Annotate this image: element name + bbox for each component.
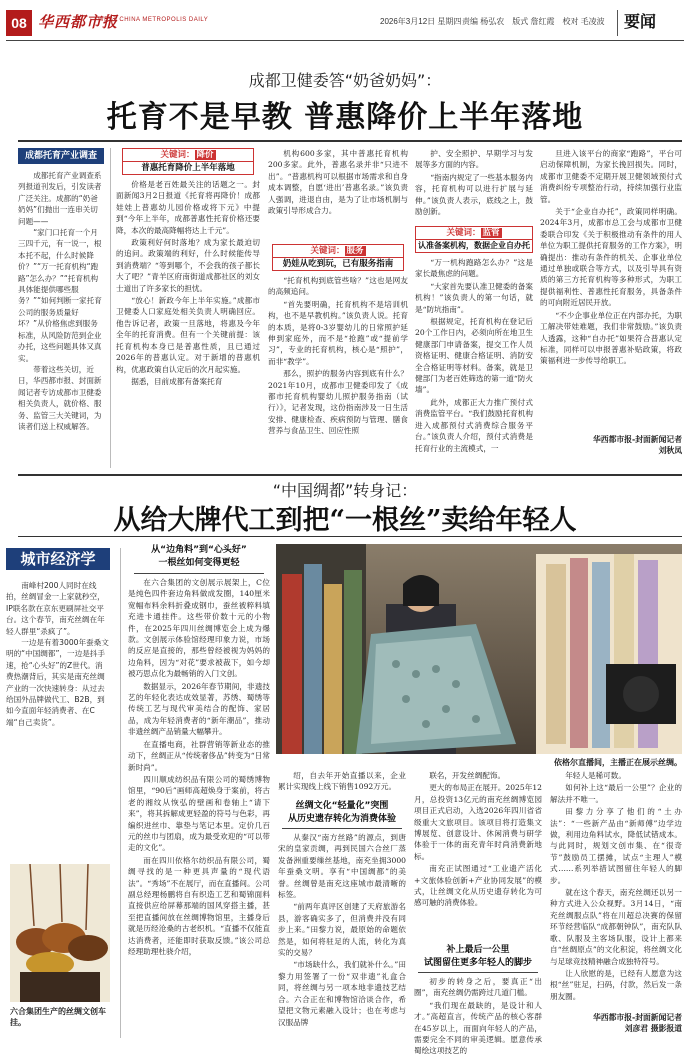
livestream-photo-caption: 依格尔直播间，主播正在展示丝绸。 <box>554 758 682 767</box>
page-number: 08 <box>6 10 32 36</box>
sidebar-investigation-title: 成都托育产业调查 <box>18 148 104 164</box>
sidebar-city-economics: 城市经济学 南峰村200人同时在线拍，丝绸冒金一上家就秒空，IP联名款在京东更刷屏社交平台。这个春节，南充丝绸在年轻人群里“杀疯了”。 一边是有着3000年蚕桑文明的“中国绸都”，一边是抖手速，抢“心头好”的Z世代。消费热潮背后，其实是南充丝绸产业的一次快速转身：从过去给国外品牌做代工、B2B，到如今直面年轻消费者、在C端“自己卖货”。 <box>6 548 110 988</box>
section-separator <box>18 474 682 476</box>
article1-byline: 华西都市报-封面新闻记者 刘秋凤 <box>592 435 682 455</box>
subheading-offcuts: 从“边角料”到“心头好” 一根丝如何变得更轻 <box>151 545 247 568</box>
article1-kicker: 成都卫健委答“奶爸奶妈”： <box>248 71 442 90</box>
article1-column-2: 机构600多家，其中普惠托育机构200多家。此外，普惠名录并非“只进不出”。“普惠机构可以根据市场需求和自身成本调整，自愿‘进出’普惠名录。”该负责人强调，进退自由，是为了让市场机制与政策引导形成合力。 关键词： 服务 奶娃从吃到玩，已有服务指南 “托育机构到底管些啥？”这也是网友的高频追问。 “首先要明确，托育机构不是培训机构，也不是早教机构。”该负责人说。托育的本质，是将0-3岁婴幼儿的日常照护延伸到家庭外，而不是“抢跑”或“提前学习”，专业的托育机构，核心是“照护”，而非“教学”。 那么，照护的服务内容到底有什么？2021年10月，成都市卫健委印发了《成都市托育机构婴幼儿照护服务指南（试行）》，记者发现，这份指南涉及一日生活安排、健康检查、疾病预防与管理、膳食营养与食品卫生、回应性照 <box>268 149 408 436</box>
ornament-photo-caption: 六合集团生产的丝绸文创车挂。 <box>10 1007 106 1027</box>
sidebar2-divider <box>120 548 121 1038</box>
article2-top-rule <box>18 536 682 537</box>
staff-credits: 责编 杨弘农 版式 詹红霞 校对 毛凌波 <box>462 17 605 26</box>
livestream-photo <box>276 544 682 754</box>
subheading-last-mile: 补上最后一公里 试图留住更多年轻人的脚步 <box>423 945 532 968</box>
article2-column-4: 年轻人是稀可数。 如何补上这“最后一公里”？企业的解法并不唯一。 田黎力分享了他们的“土办法”：“一些新产品由“新师傅”边学边做，利用边角料试水，降低试错成本。与此同时，规划文创市集、在“很奇节”鼓励员工摆摊，试点“主理人”模式……系列举措试图留住年轻人的脚步。 就在这个春天，南充丝绸还以另一种方式进入公众视野。3月14日，“南充丝绸服点队”将在川超总决赛的保留环节经营临队“成都朝钟队”，南充队队歌、队服及主客场队服，设计上都来自“丝绸原点”的文化积淀，将丝绸文化与足球竞技精神融合成独特符号。 让人欣慰的是，已经有人愿意为这根“丝”驻足，扫码，付款，然后发一条朋友圈。 华西都市报-封面新闻记者 刘彦君 摄影报道 <box>550 771 682 1033</box>
keyword-service-box: 关键词： 服务 奶娃从吃到玩，已有服务指南 <box>272 244 404 271</box>
subheading-lightweight: 丝绸文化“轻量化”突围 从历史遗存转化为消费体验 <box>287 801 396 824</box>
sidebar-divider <box>110 148 111 468</box>
sidebar-investigation <box>18 148 104 468</box>
masthead <box>0 0 690 44</box>
sidebar-investigation-text: 成都托育产业调查系列报道刊发后，引发读者广泛关注。成都的“奶爸奶妈”们抛出一连串关切问题—— “家门口托育一个月三四千元，有一说一，根本托不起，什么时候降价？”“万一托育机构“跑路”怎么办？”“托育机构具体能提供哪些服务？”“如何判断一家托育公司的服务质量好坏？”从价格焦虑到服务标准，从风险防范到企业办托，这些问题具体又真实。 带着这些关切，近日，华西都市报、封面新闻记者专访成都市卫健委相关负责人，就价格、服务、监管三大关键词，为读者们送上权威解答。 <box>18 171 102 431</box>
article2-headline: 从给大牌代工到把“一根丝”卖给年轻人 <box>113 505 577 536</box>
article1-column-3: 护、安全照护、早期学习与发展等多方面的内容。 “指南内规定了一些基本服务内容，托育机构可以进行扩展与延伸。”该负责人表示，底线之上，鼓励创新。 关键词： 监管 认准备案机构，数据企业自办托 “万一机构跑路怎么办？”这是家长最焦虑的问题。 “大家首先要认准卫健委的备案机构！”该负责人的第一句话，就是“防坑指南”。 根据规定，托育机构在登记后20个工作日内，必须向所在地卫生健康部门申请备案，提交工作人员资格证明、健康合格证明、消防安全合格证明等材料。备案，就是卫健部门为老百姓筛选的第一道“防火墙”。 此外，成都正大力推广预付式消费监管平台。“我们鼓励托育机构进入成都预付式消费综合服务平台。”该负责人介绍，预付式消费是托育行业的主流模式，一 <box>415 149 533 453</box>
article2-column-3: 联名，开发丝绸配饰。 更大的布局正在展开。2025年12月，总投资13亿元的南充丝绸博览园项目正式启动，入选2026年四川省省级重大文旅项目。该项目将打造集文博展览、创意设计、休闲消费与研学体验于一体的南充青年时尚消费新地标。 南充正试图通过“工业遗产活化+文旅体验创新+产业协同发展”的模式，让丝绸文化从历史遗存转化为可感可触的消费体验。 补上最后一公里 试图留住更多年轻人的脚步 初步的转身之后，要真正“出圈”，南充丝绸仍需跨过几道门槛。 “我们现在最缺的，是设计和人才。”高超直言，传统产品的核心客群在45岁以上，而面向年轻人的产品，需要完全不同的审美逻辑。愿意传承蜀绘这项技艺的 <box>414 771 542 1056</box>
header-rule <box>6 40 684 41</box>
section-name: 要闻 <box>624 12 657 31</box>
article1-top-rule <box>18 140 682 142</box>
section-divider <box>617 10 618 36</box>
issue-date: 2026年3月12日 星期四 <box>380 17 462 26</box>
article1-column-1: 关键词： 降价 普惠托育降价上半年落地 价格是老百姓最关注的话题之一。封面新闻3月2日报道《托育将再降价！成都娃娃上普惠幼儿园价格或将下元》中提到“今年上半年，成都普惠性托育价格还要降，本次的最高降幅将达上千元”。 政策利好何时落地？成为家长最迫切的追问。政策端的利好，什么时候能传导到消费端？“等到哪个，不会我的孩子都长大了吧？”青羊区府南街道成都社区的刘女士道出了许多家长的担忧。 “放心！新政今年上半年实施。”成都市卫健委人口家庭处相关负责人明确回应。他告诉记者，政策一旦落地，将惠及今年全年的托育消费。但有一个关键前提：该托育机构本身已是普惠性质，且已通过2026年的普惠认定。对于新增的普惠机构，优惠政策自认定后的次月起实施。 据悉，目前成都有备案托育 <box>116 150 260 386</box>
keyword-price-box: 关键词： 降价 普惠托育降价上半年落地 <box>122 148 254 175</box>
keyword-supervision-box: 关键词： 监管 认准备案机构，数据企业自办托 <box>415 226 533 253</box>
article1-column-4: 旦进入该平台的商家“跑路”，平台可启动保障机制，为家长挽回损失。同时，成都市卫健委不定期开展卫健领域预付式消费纠纷专项整治行动，持续加强行业监管。 关于“企业自办托”，政策同样明确。2024年3月，成都市总工会与成都市卫健委联合印发《关于积极推动有条件的用人单位为职工提供托育服务的工作方案》，明确提出：推动有条件的机关、企事业单位通过单独或联合等方式，以及引导具有资质的第三方托育机构等多种形式，为职工提供福利性、普惠性托育服务，具备条件的可向附近居民开放。 “不少企事业单位正在内部办托，为职工解决带娃难题，我们非常鼓励。”该负责人透露，这种“自办托”如果符合普惠认定标准，同样可以申报普惠补贴政策，将政策福利进一步传导给职工。 华西都市报-封面新闻记者 刘秋凤 <box>540 149 682 455</box>
article2-kicker: “中国绸都”转身记： <box>272 481 418 500</box>
silk-car-ornament-photo <box>10 864 110 1002</box>
paper-name: 华西都市报 <box>38 13 119 31</box>
sidebar-city-economics-title: 城市经济学 <box>6 548 110 570</box>
article2-column-2: 绍，自去年开始直播以来，企业累计实现线上线下销售1092万元。 丝绸文化“轻量化”突围 从历史遗存转化为消费体验 从秦汉“南方丝路”的源点，到唐宋的皇家贡绸，再到民国六合丝厂蒸发备洲重要缫丝基地，南充坐拥3000年蚕桑文明。享有“中国绸都”的美誉。丝绸曾是南充这座城市最清晰的标签。 “前两年真评区创建了天府旅游名县，游客确实多了，但消费并没有同步上来。”田黎力说，最原始的命题依然是，如何将驻足的人流，转化为真实的交易？ “市场缺什么，我们就补什么。”田黎力用签署了一份“双非遗”礼盒合同，将丝绸与另一项本地非遗技艺结合。六合正在和博物馆洽谈合作，希望把文物元素融入设计；也在考虑与汉服品牌 <box>278 771 406 1027</box>
article1-headline: 托育不是早教 普惠降价上半年落地 <box>106 100 584 135</box>
paper-name-en: WEST CHINA METROPOLIS DAILY <box>98 17 209 23</box>
article2-column-1: 从“边角料”到“心头好” 一根丝如何变得更轻 在六合集团的文创展示展架上，C位是纯色四件套边角料做成发圈，140厘米宽幅布料余料折叠成钢巾，蚕丝被粹料填充进卡通挂件。这些带价数十元的小物件，在2025年四川丝绸博览会上成为爆款。文创展示体验馆经理印象力说，市场的反应是直接的，那些曾经被视为妈妈的边角料，因为“对花”要求被裁下，如今却被巧思点化为最畅销的入门文创。 数据显示，2026年春节期间，非遗技艺的年轻化表达成效显著，苏绣、蜀绣等传统工艺与现代审美结合的配饰、家居品，成为年轻消费者的“新年潮品”，推动非遗丝绸产品销量大幅攀升。 在直播电商，社群营销等新业态的推动下，丝绸正从“传统奢侈品”转变为“日常新时尚”。 四川顺成纺织品有限公司的蜀绣博物馆里，“90后”画师高超焕身于案前，将古老的湘纹从恢弘的壁画和卷轴上“请下来”，将其拆解成更轻盈的符号与色彩，再编织进丝巾、靠垫与笔记本里。定价几百元的丝巾与团扇，成为最受欢迎的“可以带走的文化”。 而在四川依格尔纺织品有限公司，蜀绸寻找的是一种更具声量的“现代语法”。“秀场”不在展厅，而在直播间。公司副总经理杨鹏将自有织造工艺和蜀锦面料直接供应给屏幕那端的国风穿搭主播，甚至把直播间放在丝绸博物馆里，主播身后就是历经沧桑的古老织机。“直播不仅能直达消费者，还能即时获取反馈。”该公司总经理助理杜骁介绍， <box>128 545 270 956</box>
article2-byline: 华西都市报-封面新闻记者 刘彦君 摄影报道 <box>592 1013 682 1033</box>
